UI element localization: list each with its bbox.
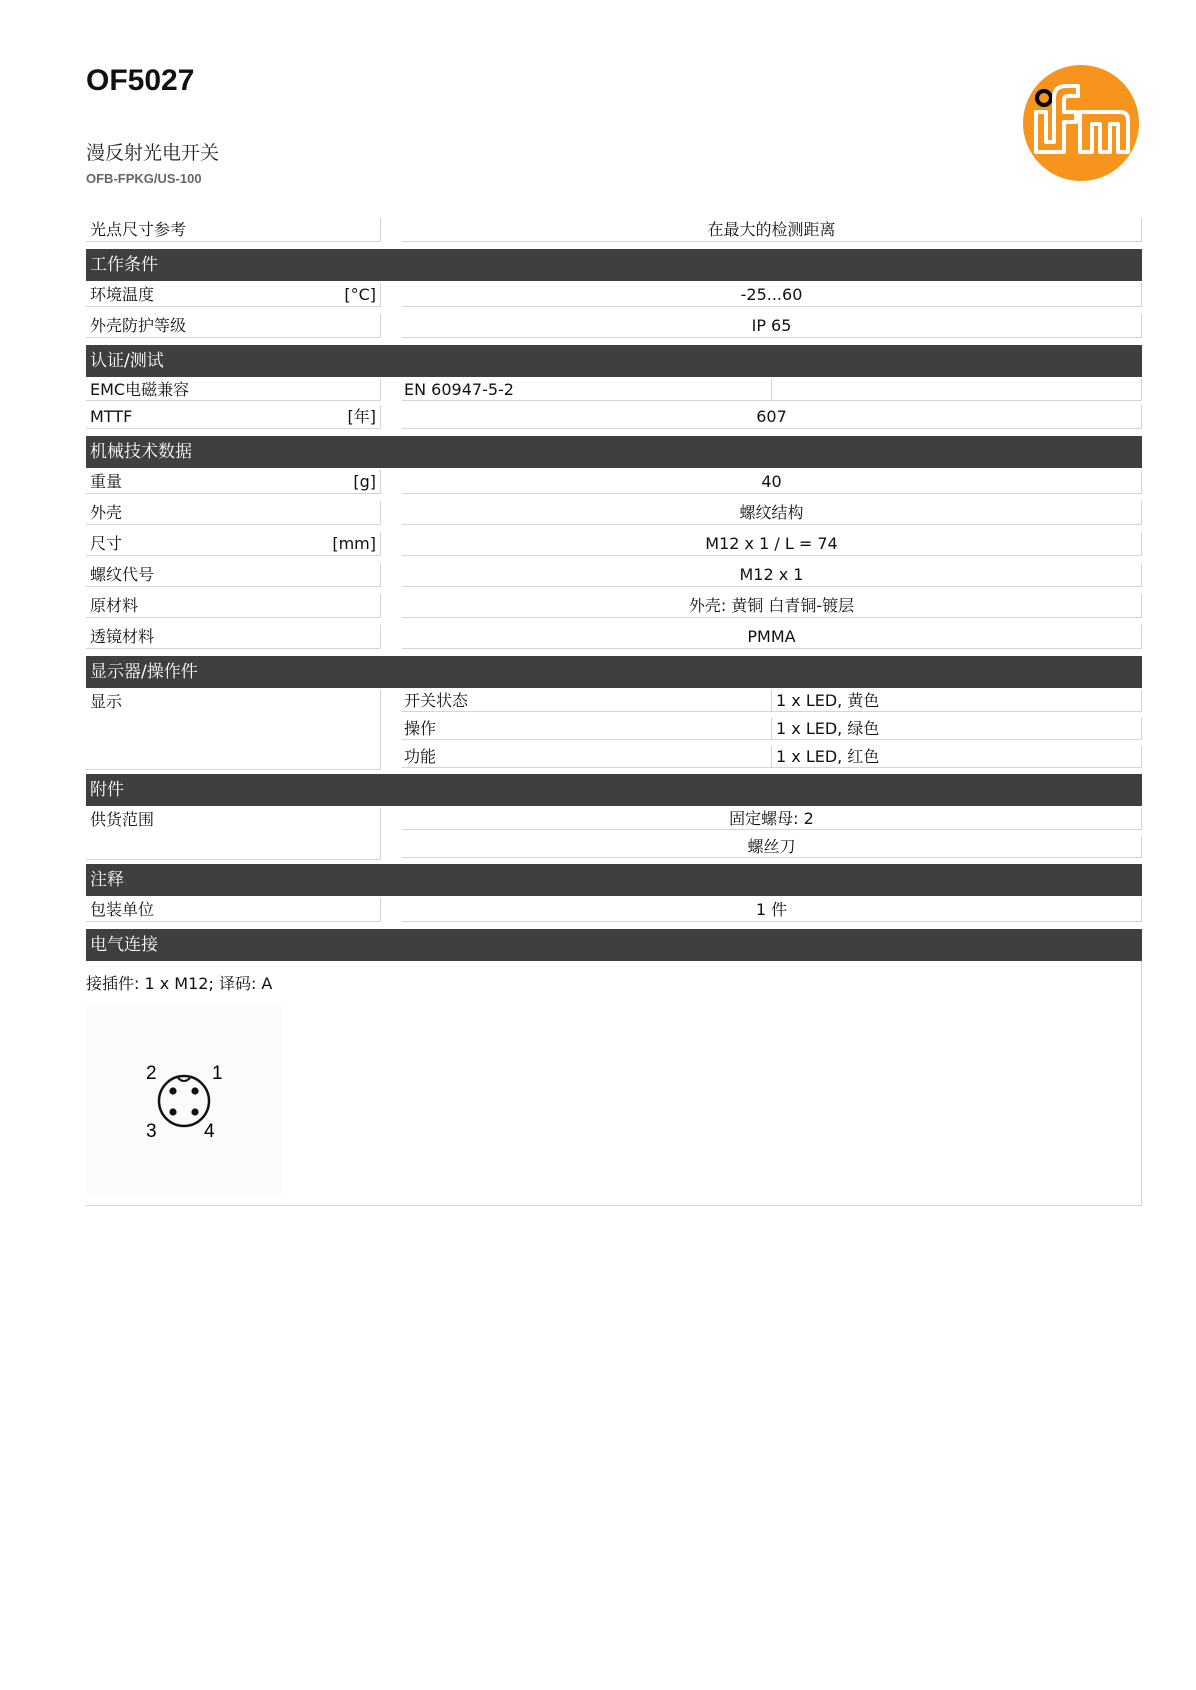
product-code: OFB-FPKG/US-100 [86,171,202,186]
value-housing: 螺纹结构 [402,501,1142,525]
pin-4-dot [191,1108,198,1115]
display-value-operation: 1 x LED, 绿色 [772,718,1142,740]
value-weight: 40 [402,470,1142,494]
connector-description: 接插件: 1 x M12; 译码: A [86,974,273,993]
pin-diagram [86,1005,282,1195]
label-thread: 螺纹代号 [86,563,381,587]
label-lens: 透镜材料 [86,625,381,649]
row-ip-rating [86,312,1142,343]
label-material: 原材料 [86,594,381,618]
label-housing: 外壳 [86,501,381,525]
label-display: 显示 [86,690,381,770]
m12-connector-icon [86,1005,282,1195]
electrical-connection [86,961,1142,1206]
row-weight [86,468,1142,499]
unit-weight: [g] [353,472,376,491]
value-mttf: 607 [402,405,1142,429]
row-thread [86,561,1142,592]
label-emc: EMC电磁兼容 [86,379,381,401]
supply-value-nut: 固定螺母: 2 [402,808,1142,830]
product-subtitle: 漫反射光电开关 [86,142,220,164]
row-dimensions [86,530,1142,561]
unit-dimensions: [mm] [332,534,376,553]
display-value-switching: 1 x LED, 黄色 [772,690,1142,712]
label-mttf: MTTF [年] [86,405,381,429]
display-row-function [86,744,1142,770]
value-thread: M12 x 1 [402,563,1142,587]
unit-temp: [°C] [344,285,376,304]
supply-item-screwdriver [86,834,1142,860]
pin-label-2: 2 [146,1063,157,1084]
section-accessories: 附件 [86,774,1142,806]
display-row-operation [86,716,1142,742]
display-name-operation: 操作 [402,718,772,740]
ifm-logo [1022,64,1140,182]
section-display: 显示器/操作件 [86,656,1142,688]
datasheet [86,216,1142,1206]
value-material: 外壳: 黄铜 白青铜-镀层 [402,594,1142,618]
supply-item-nut [86,806,1142,832]
pin-label-1: 1 [212,1063,223,1084]
display-name-function: 功能 [402,746,772,768]
display-name-switching: 开关状态 [402,690,772,712]
label-weight: 重量 [g] [86,470,381,494]
section-cert: 认证/测试 [86,345,1142,377]
pin-3-dot [169,1108,176,1115]
value-emc-empty [772,379,1142,401]
row-ambient-temp [86,281,1142,312]
label-scope-of-supply: 供货范围 [86,808,381,860]
row-lens [86,623,1142,654]
row-display [86,688,1142,772]
display-row-switching [86,688,1142,714]
section-notes: 注释 [86,864,1142,896]
row-packaging-unit [86,896,1142,927]
value-lens: PMMA [402,625,1142,649]
value-ambient-temp: -25...60 [402,283,1142,307]
value-ip-rating: IP 65 [402,314,1142,338]
section-mech: 机械技术数据 [86,436,1142,468]
product-title: OF5027 [86,64,195,97]
label-ip-rating: 外壳防护等级 [86,314,381,338]
row-mttf [86,403,1142,434]
label-spot-size: 光点尺寸参考 [86,218,381,242]
row-material [86,592,1142,623]
pin-2-dot [169,1087,176,1094]
label-packaging-unit: 包装单位 [86,898,381,922]
row-spot-size [86,216,1142,247]
pin-label-4: 4 [204,1121,215,1142]
display-value-function: 1 x LED, 红色 [772,746,1142,768]
supply-value-screwdriver: 螺丝刀 [402,836,1142,858]
section-electrical: 电气连接 [86,929,1142,961]
unit-mttf: [年] [347,407,376,426]
section-operating: 工作条件 [86,249,1142,281]
label-dimensions: 尺寸 [mm] [86,532,381,556]
pin-label-3: 3 [146,1121,157,1142]
value-emc: EN 60947-5-2 [402,379,772,401]
value-dimensions: M12 x 1 / L = 74 [402,532,1142,556]
row-emc [86,377,1142,403]
pin-1-dot [191,1087,198,1094]
value-packaging-unit: 1 件 [402,898,1142,922]
label-ambient-temp: 环境温度 [°C] [86,283,381,307]
value-spot-size: 在最大的检测距离 [402,218,1142,242]
row-scope-of-supply [86,806,1142,862]
row-housing [86,499,1142,530]
